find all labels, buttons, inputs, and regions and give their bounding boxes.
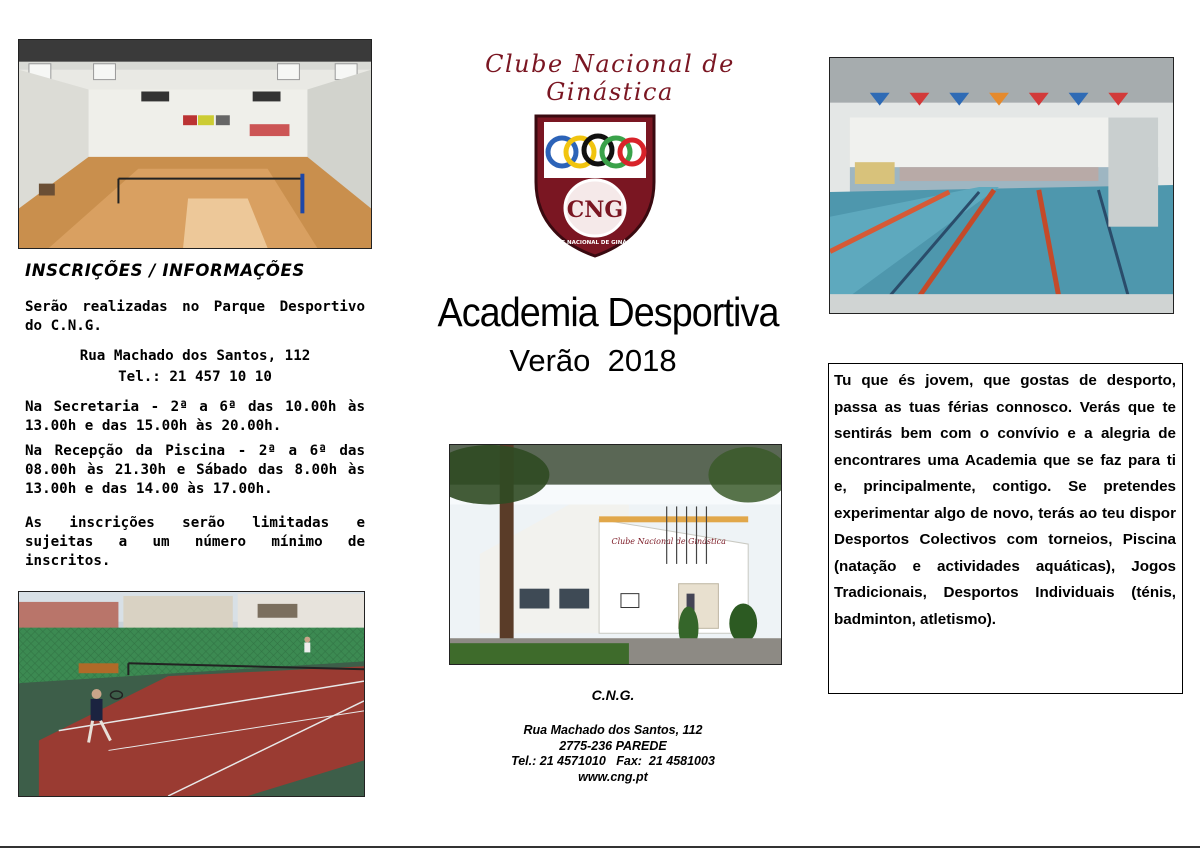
contact-website[interactable]: www.cng.pt	[578, 769, 648, 784]
promo-text: Tu que és jovem, que gostas de desporto, passa as tuas férias connosco. Verás que te sentirás bem com o convívio e a alegria de encontrares uma Academia que se faz para ti e, principalmente, contigo. Se pretendes experimentar algo de novo, terás ao teu dispor Desportos Colectivos com torneios, Piscina (natação e actividades aquáticas), Jogos Tradicionais, Desportos Individuais (ténis, badminton, atletismo).	[834, 372, 1176, 628]
contact-street: Rua Machado dos Santos, 112	[523, 723, 703, 737]
page-bottom-rule	[0, 846, 1200, 848]
promo-text-box	[828, 363, 1183, 694]
building-sign: Clube Nacional de Ginástica	[611, 537, 726, 547]
registration-phone: Tel.: 21 457 10 10	[118, 369, 272, 385]
club-name-header: Clube Nacional de Ginástica	[485, 50, 735, 106]
gym-hall-photo	[18, 39, 372, 249]
registration-limits-note: As inscrições serão limitadas e sujeitas a um número mínimo de inscritos.	[25, 515, 365, 569]
contact-org: C.N.G.	[591, 687, 635, 703]
club-crest-logo	[532, 112, 658, 258]
season-year: Verão 2018	[509, 343, 677, 378]
academy-title: Academia Desportiva	[437, 289, 779, 335]
registration-location-text: Serão realizadas no Parque Desportivo do C.N.G.	[25, 299, 365, 334]
reception-hours: Na Recepção da Piscina - 2ª a 6ª das 08.00h às 21.30h e Sábado das 8.00h às 13.00h e das 14.00 às 17.00h.	[25, 443, 365, 497]
swimming-pool-photo	[829, 57, 1174, 314]
contact-phones: Tel.: 21 4571010 Fax: 21 4581003	[511, 754, 715, 768]
contact-postal: 2775-236 PAREDE	[559, 738, 667, 753]
crest-ring-text: CLUBE NACIONAL DE GINÁSTICA	[545, 240, 645, 246]
crest-monogram: CNG	[566, 197, 624, 223]
registration-street: Rua Machado dos Santos, 112	[79, 348, 311, 364]
club-building-photo	[449, 444, 782, 665]
tennis-court-photo	[18, 591, 365, 797]
secretaria-hours: Na Secretaria - 2ª a 6ª das 10.00h às 13.00h e das 15.00h às 20.00h.	[25, 399, 365, 434]
registration-heading: INSCRIÇÕES / INFORMAÇÕES	[25, 261, 305, 280]
